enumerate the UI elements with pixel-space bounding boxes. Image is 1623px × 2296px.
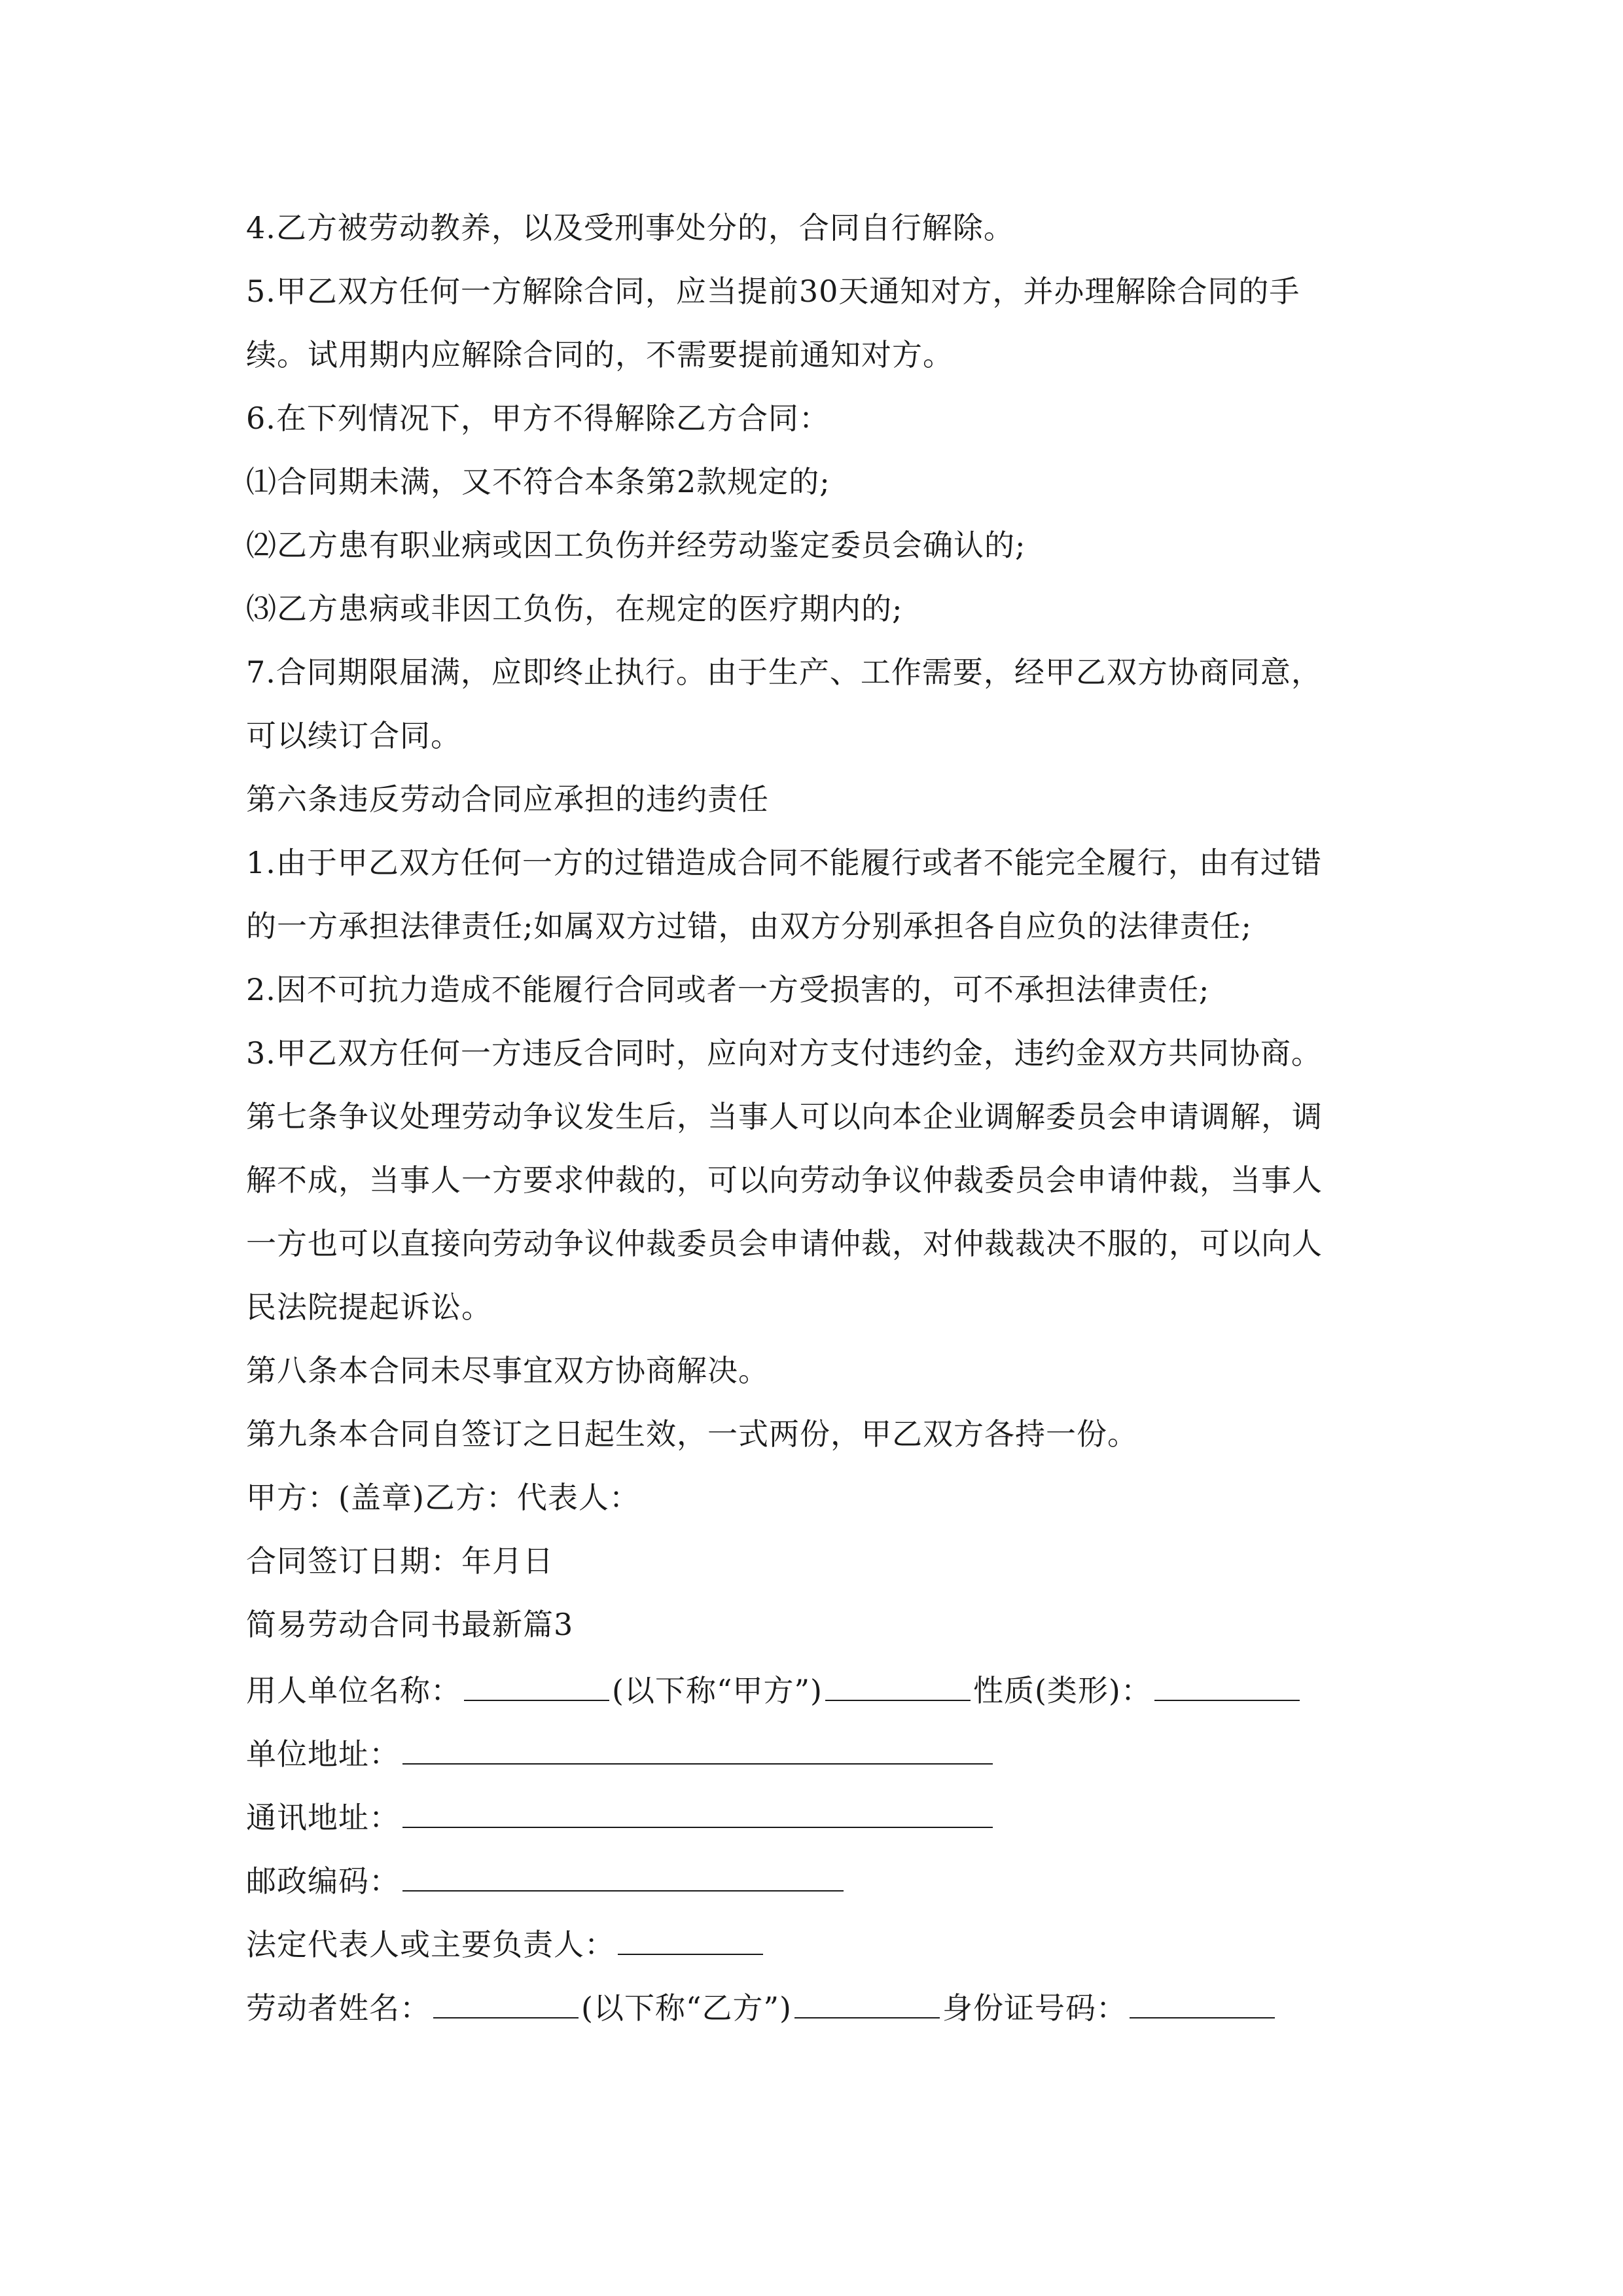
nature-label: 性质(类形)： (972, 1673, 1152, 1708)
worker-name-field[interactable] (433, 1986, 579, 2018)
mailing-address-label: 通讯地址： (246, 1800, 400, 1835)
clause-line-5: ⑴合同期未满，又不符合本条第2款规定的; (246, 464, 830, 499)
employer-name-field[interactable] (464, 1668, 609, 1701)
clause-line-6: ⑵乙方患有职业病或因工负伤并经劳动鉴定委员会确认的; (246, 528, 1026, 563)
clause-line-12: 的一方承担法律责任;如属双方过错，由双方分别承担各自应负的法律责任; (246, 908, 1252, 944)
legal-rep-field[interactable] (618, 1922, 763, 1955)
nature-field[interactable] (1154, 1668, 1300, 1701)
clause-line-14: 3.甲乙双方任何一方违反合同时，应向对方支付违约金，违约金双方共同协商。 (246, 1035, 1322, 1071)
clause-line-3: 续。试用期内应解除合同的，不需要提前通知对方。 (246, 337, 954, 372)
clause-line-2: 5.甲乙双方任何一方解除合同，应当提前30天通知对方，并办理解除合同的手 (246, 274, 1300, 309)
section-heading: 简易劳动合同书最新篇3 (246, 1607, 574, 1642)
mailing-address-field[interactable] (402, 1795, 993, 1828)
article-nine: 第九条本合同自签订之日起生效，一式两份，甲乙双方各持一份。 (246, 1416, 1138, 1452)
clause-line-9: 可以续订合同。 (246, 718, 461, 753)
article-eight: 第八条本合同未尽事宜双方协商解决。 (246, 1353, 769, 1388)
legal-rep-row (246, 1922, 766, 1962)
worker-extra-field[interactable] (794, 1986, 940, 2018)
employer-row (246, 1668, 1302, 1708)
clause-line-8: 7.合同期限届满，应即终止执行。由于生产、工作需要，经甲乙双方协商同意， (246, 655, 1322, 690)
unit-address-label: 单位地址： (246, 1736, 400, 1772)
unit-address-row (246, 1732, 995, 1771)
clause-line-13: 2.因不可抗力造成不能履行合同或者一方受损害的，可不承担法律责任; (246, 972, 1210, 1007)
article-seven-line-2: 解不成，当事人一方要求仲裁的，可以向劳动争议仲裁委员会申请仲裁，当事人 (246, 1162, 1323, 1198)
id-number-label: 身份证号码： (942, 1990, 1127, 2026)
signature-line: 甲方：(盖章)乙方：代表人： (246, 1480, 640, 1515)
clause-line-7: ⑶乙方患病或非因工负伤，在规定的医疗期内的; (246, 591, 903, 626)
article-seven-line-3: 一方也可以直接向劳动争议仲裁委员会申请仲裁，对仲裁裁决不服的，可以向人 (246, 1226, 1323, 1261)
article-seven-line-1: 第七条争议处理劳动争议发生后，当事人可以向本企业调解委员会申请调解，调 (246, 1099, 1323, 1134)
employer-extra-field[interactable] (825, 1668, 971, 1701)
clause-line-1: 4.乙方被劳动教养，以及受刑事处分的，合同自行解除。 (246, 210, 1014, 245)
hereinafter-a-label: (以下称“甲方”) (612, 1673, 823, 1708)
postal-code-field[interactable] (402, 1859, 844, 1892)
signing-date-line: 合同签订日期：年月日 (246, 1543, 554, 1579)
unit-address-field[interactable] (402, 1732, 993, 1765)
postal-code-label: 邮政编码： (246, 1863, 400, 1899)
legal-rep-label: 法定代表人或主要负责人： (246, 1927, 615, 1962)
hereinafter-b-label: (以下称“乙方”) (581, 1990, 792, 2026)
clause-line-4: 6.在下列情况下，甲方不得解除乙方合同： (246, 401, 830, 436)
mailing-address-row (246, 1795, 995, 1835)
employer-name-label: 用人单位名称： (246, 1673, 461, 1708)
worker-name-label: 劳动者姓名： (246, 1990, 431, 2026)
article-seven-line-4: 民法院提起诉讼。 (246, 1289, 492, 1325)
id-number-field[interactable] (1130, 1986, 1275, 2018)
clause-line-11: 1.由于甲乙双方任何一方的过错造成合同不能履行或者不能完全履行，由有过错 (246, 845, 1322, 880)
worker-row (246, 1986, 1277, 2025)
article-six-heading: 第六条违反劳动合同应承担的违约责任 (246, 781, 769, 817)
postal-code-row (246, 1859, 846, 1898)
